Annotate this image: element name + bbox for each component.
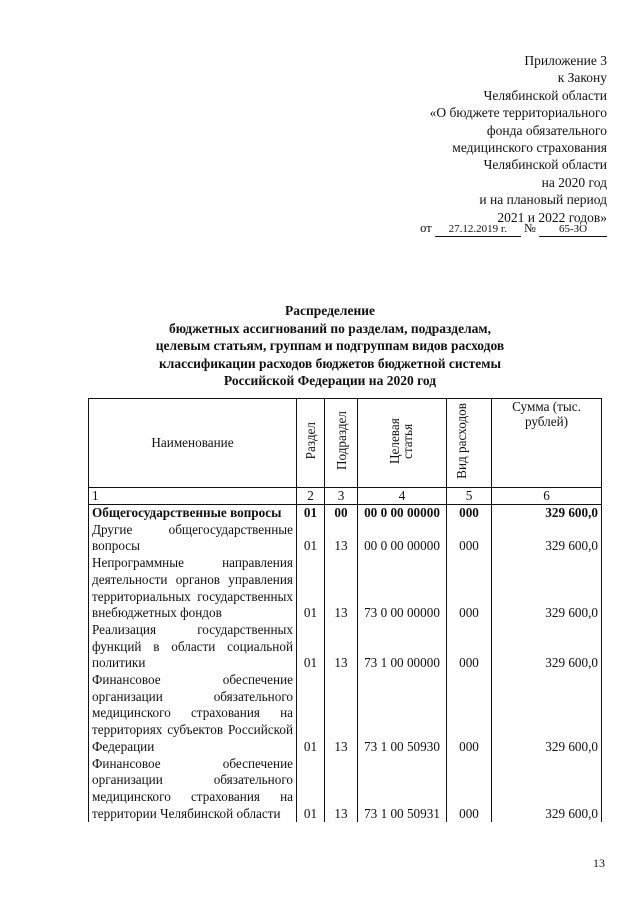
row-name: Общегосударственные вопросы	[89, 505, 297, 522]
title-line: целевым статьям, группам и подгруппам видов расходов	[155, 338, 505, 353]
appendix-line: Приложение 3	[524, 53, 607, 68]
header-type: Вид расходов	[454, 403, 469, 479]
row-type: 000	[447, 672, 492, 756]
number-label: №	[523, 221, 536, 235]
header-sum: Сумма (тыс. рублей)	[492, 399, 602, 488]
table-row	[89, 672, 602, 756]
appendix-line: фонда обязательного	[486, 122, 607, 138]
row-sum: 329 600,0	[492, 522, 602, 555]
row-sum: 329 600,0	[492, 555, 602, 622]
appendix-line: Челябинской области	[483, 87, 607, 103]
table-row	[89, 756, 602, 823]
row-section: 01	[297, 522, 325, 555]
appendix-header	[430, 52, 607, 226]
row-target: 73 1 00 50931	[358, 756, 447, 823]
row-type: 000	[447, 522, 492, 555]
row-name: Финансовое обеспечение организации обязательного медицинского страхования на территории Челябинской области	[89, 756, 297, 823]
header-type-cell	[447, 399, 492, 488]
row-target: 73 1 00 50930	[358, 672, 447, 756]
header-target-cell	[358, 399, 447, 488]
row-type: 000	[447, 622, 492, 672]
table-row	[89, 522, 602, 555]
row-target: 73 0 00 00000	[358, 555, 447, 622]
row-target: 00 0 00 00000	[358, 522, 447, 555]
title-line: Распределение	[284, 303, 376, 318]
row-sum: 329 600,0	[492, 622, 602, 672]
appendix-line: на 2020 год	[541, 174, 607, 190]
row-name: Финансовое обеспечение организации обязательного медицинского страхования на территориях субъектов Российской Федерации	[89, 672, 297, 756]
row-target: 73 1 00 00000	[358, 622, 447, 672]
law-reference	[420, 221, 607, 237]
header-section-cell	[297, 399, 325, 488]
row-sum: 329 600,0	[492, 505, 602, 522]
row-type: 000	[447, 555, 492, 622]
column-number: 1	[89, 488, 297, 505]
row-subsection: 13	[325, 555, 358, 622]
column-number: 3	[325, 488, 358, 505]
appendix-line: Челябинской области	[483, 157, 607, 173]
page-number: 13	[593, 856, 605, 870]
from-label: от	[420, 221, 432, 235]
title-line: бюджетных ассигнований по разделам, подразделам,	[169, 320, 491, 336]
row-section: 01	[297, 622, 325, 672]
column-number: 6	[492, 488, 602, 505]
row-name: Непрограммные направления деятельности органов управления территориальных государственных внебюджетных фондов	[89, 555, 297, 622]
header-name: Наименование	[89, 399, 297, 488]
law-date: 27.12.2019 г.	[435, 223, 521, 237]
title-line: классификации расходов бюджетов бюджетной системы	[158, 355, 501, 371]
row-name: Другие общегосударственные вопросы	[89, 522, 297, 555]
row-sum: 329 600,0	[492, 672, 602, 756]
row-type: 000	[447, 756, 492, 823]
budget-table	[88, 398, 602, 822]
appendix-line: медицинского страхования	[452, 140, 607, 156]
row-subsection: 13	[325, 756, 358, 823]
column-number: 4	[358, 488, 447, 505]
row-sum: 329 600,0	[492, 756, 602, 823]
law-number: 65-ЗО	[539, 223, 607, 237]
header-target: Целевая статья	[387, 418, 415, 464]
header-subsection-cell	[325, 399, 358, 488]
row-type: 000	[447, 505, 492, 522]
row-section: 01	[297, 672, 325, 756]
column-number: 2	[297, 488, 325, 505]
title-line: Российской Федерации на 2020 год	[223, 373, 437, 388]
table-row	[89, 622, 602, 672]
table-header-row	[89, 399, 602, 488]
row-name: Реализация государственных функций в области социальной политики	[89, 622, 297, 672]
column-number-row	[89, 488, 602, 505]
appendix-line: и на плановый период	[479, 192, 607, 208]
appendix-line: к Закону	[557, 70, 607, 86]
table-row	[89, 505, 602, 522]
appendix-line: «О бюджете территориального	[429, 105, 607, 121]
row-section: 01	[297, 555, 325, 622]
table-row	[89, 555, 602, 622]
document-title	[120, 302, 540, 390]
header-subsection: Подраздел	[333, 411, 349, 471]
row-subsection: 13	[325, 672, 358, 756]
column-number: 5	[447, 488, 492, 505]
row-subsection: 00	[325, 505, 358, 522]
row-subsection: 13	[325, 522, 358, 555]
appendix-line: 2021 и 2022 годов»	[497, 209, 607, 225]
row-section: 01	[297, 756, 325, 823]
row-target: 00 0 00 00000	[358, 505, 447, 522]
header-section: Раздел	[303, 422, 318, 460]
row-subsection: 13	[325, 622, 358, 672]
row-section: 01	[297, 505, 325, 522]
